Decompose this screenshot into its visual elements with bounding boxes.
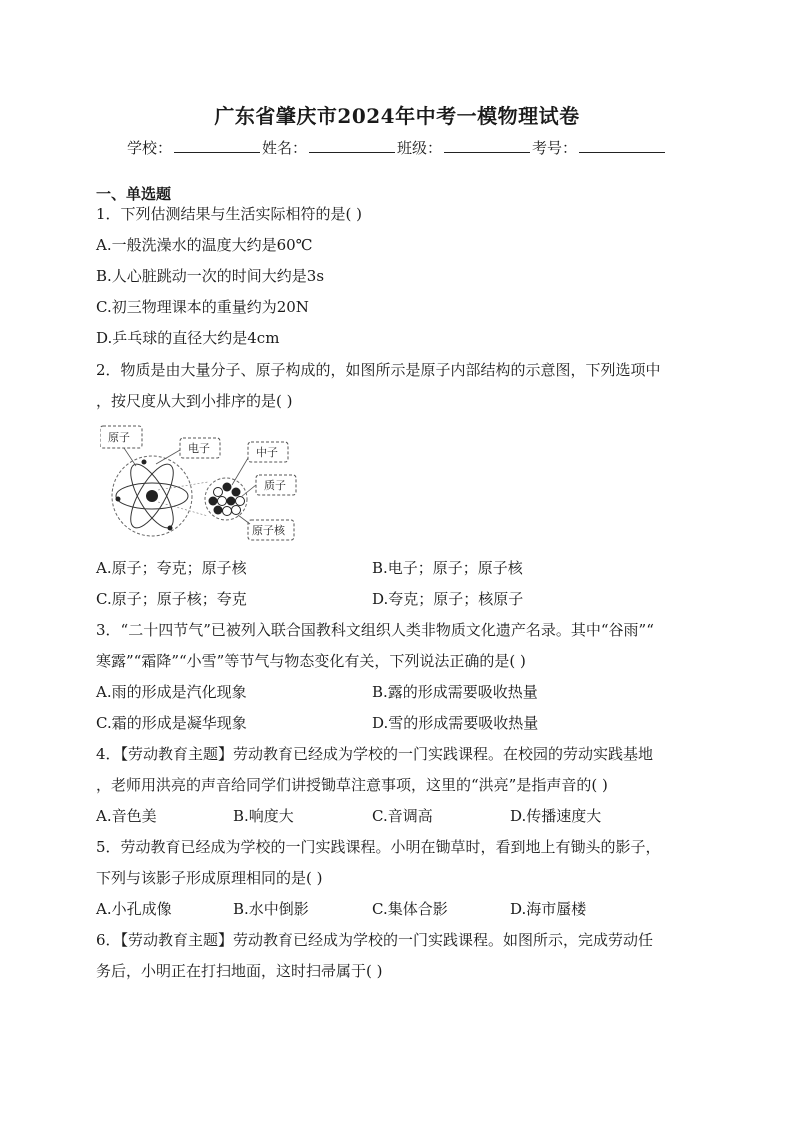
figure-label-atom: 原子 [108,431,130,444]
question-4-option-b: B.响度大 [233,807,294,825]
question-1-stem: 1．下列估测结果与生活实际相符的是( ) [96,205,363,223]
question-4-stem-line-2: ，老师用洪亮的声音给同学们讲授锄草注意事项，这里的“洪亮”是指声音的( ) [96,776,608,794]
question-3-option-b: B.露的形成需要吸收热量 [372,683,538,701]
question-2-option-a: A.原子；夸克；原子核 [96,559,247,577]
student-info-line [0,137,794,158]
question-3-stem-line-1: 3．“二十四节气”已被列入联合国教科文组织人类非物质文化遗产名录。其中“谷雨”“ [96,621,654,639]
school-label: 学校： [126,139,172,157]
question-1-option-a: A.一般洗澡水的温度大约是60℃ [96,236,313,254]
question-4-option-c: C.音调高 [372,807,433,825]
question-1-option-c: C.初三物理课本的重量约为20N [96,298,309,316]
number-blank[interactable] [579,140,665,153]
question-1-option-d: D.乒乓球的直径大约是4cm [96,329,280,347]
question-4-option-d: D.传播速度大 [510,807,602,825]
question-6-stem-line-1: 6．【劳动教育主题】劳动教育已经成为学校的一门实践课程。如图所示，完成劳动任 [96,931,654,949]
figure-label-proton: 质子 [264,479,286,492]
question-5-stem-line-2: 下列与该影子形成原理相同的是( ) [96,869,323,887]
question-3-option-a: A.雨的形成是汽化现象 [96,683,247,701]
section-heading: 一、单选题 [96,185,172,203]
figure-label-electron: 电子 [188,442,210,455]
number-label: 考号： [532,139,578,157]
name-label: 姓名： [261,139,307,157]
question-5-option-b: B.水中倒影 [233,900,309,918]
class-label: 班级： [397,139,443,157]
question-3-option-c: C.霜的形成是凝华现象 [96,714,247,732]
figure-label-neutron: 中子 [256,446,278,459]
question-3-stem-line-2: 寒露”“霜降”“小雪”等节气与物态变化有关，下列说法正确的是( ) [96,652,526,670]
question-2-stem-line-1: 2．物质是由大量分子、原子构成的，如图所示是原子内部结构的示意图，下列选项中 [96,361,661,379]
question-2-option-d: D.夸克；原子；核原子 [372,590,524,608]
atom-structure-diagram [100,420,330,546]
question-2-option-b: B.电子；原子；原子核 [372,559,523,577]
page-title: 广东省肇庆市2024年中考一模物理试卷 [214,104,580,128]
school-blank[interactable] [174,140,260,153]
name-blank[interactable] [309,140,395,153]
question-5-option-d: D.海市蜃楼 [510,900,587,918]
question-1-option-b: B.人心脏跳动一次的时间大约是3s [96,267,325,285]
figure-label-nucleus: 原子核 [252,524,285,537]
question-6-stem-line-2: 务后，小明正在打扫地面，这时扫帚属于( ) [96,962,383,980]
question-2-stem-line-2: ，按尺度从大到小排序的是( ) [96,392,293,410]
question-3-option-d: D.雪的形成需要吸收热量 [372,714,539,732]
question-4-stem-line-1: 4．【劳动教育主题】劳动教育已经成为学校的一门实践课程。在校园的劳动实践基地 [96,745,654,763]
question-5-stem-line-1: 5．劳动教育已经成为学校的一门实践课程。小明在锄草时，看到地上有锄头的影子， [96,838,661,856]
question-4-option-a: A.音色美 [96,807,157,825]
question-5-option-a: A.小孔成像 [96,900,172,918]
class-blank[interactable] [444,140,530,153]
question-5-option-c: C.集体合影 [372,900,448,918]
question-2-option-c: C.原子；原子核；夸克 [96,590,247,608]
